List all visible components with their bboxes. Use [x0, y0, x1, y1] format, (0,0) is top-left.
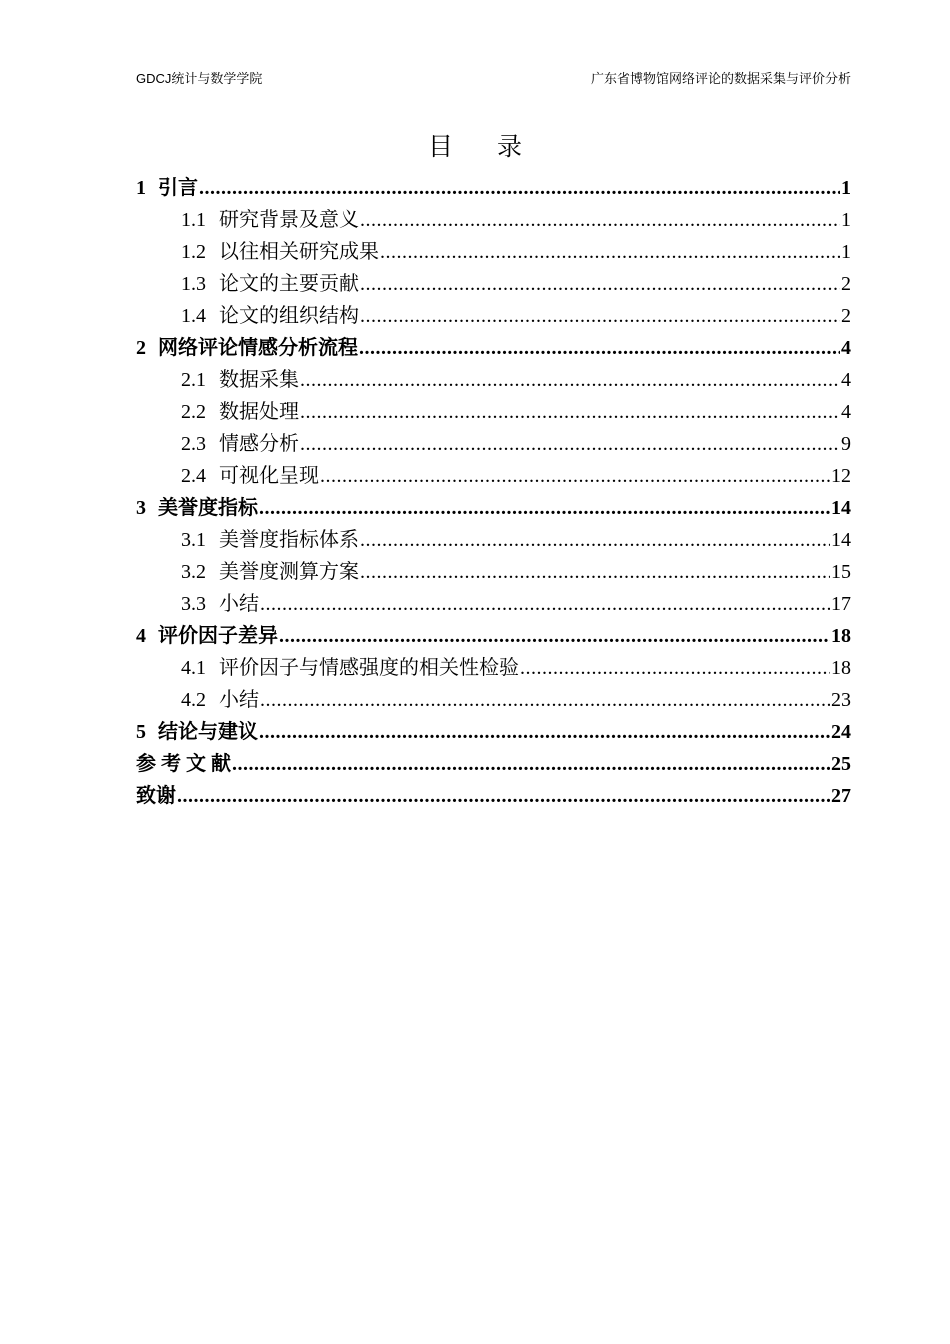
toc-entry-page-number: 14: [831, 529, 851, 551]
toc-leader-dots: [360, 204, 840, 236]
toc-leader-dots: [279, 620, 830, 652]
toc-entry-number: 2: [136, 337, 146, 359]
toc-entry-number: 4.2: [181, 689, 206, 711]
toc-entry-page-number: 4: [841, 401, 851, 423]
toc-entry[interactable]: [136, 716, 851, 748]
toc-title: 目录: [427, 132, 566, 161]
toc-leader-dots: [177, 780, 830, 812]
toc-entry[interactable]: [136, 300, 851, 332]
toc-entry-label: 评价因子与情感强度的相关性检验: [219, 657, 519, 679]
toc-leader-dots: [300, 428, 840, 460]
toc-entry[interactable]: [136, 268, 851, 300]
toc-entry[interactable]: [136, 556, 851, 588]
toc-entry[interactable]: [136, 780, 851, 812]
toc-entry[interactable]: [136, 684, 851, 716]
toc-leader-dots: [260, 588, 830, 620]
toc-entry-page-number: 1: [841, 209, 851, 231]
toc-entry-label: 网络评论情感分析流程: [158, 337, 358, 359]
header-right: 广东省博物馆网络评论的数据采集与评价分析: [590, 71, 851, 86]
toc-entry-label: 数据处理: [219, 401, 299, 423]
toc-entry-number: 2.1: [181, 369, 206, 391]
toc-leader-dots: [360, 556, 830, 588]
toc-entry-number: 1: [136, 177, 146, 199]
toc-entry-number: 2.2: [181, 401, 206, 423]
toc-entry-number: 3.3: [181, 593, 206, 615]
toc-leader-dots: [260, 684, 830, 716]
toc-leader-dots: [360, 524, 830, 556]
toc-entry-page-number: 15: [831, 561, 851, 583]
toc-leader-dots: [259, 492, 830, 524]
toc-entry-number: 5: [136, 721, 146, 743]
toc-entry-label: 以往相关研究成果: [219, 241, 379, 263]
toc-entry-number: 1.3: [181, 273, 206, 295]
toc-leader-dots: [359, 332, 840, 364]
toc-entry-page-number: 23: [831, 689, 851, 711]
toc-entry-label: 研究背景及意义: [219, 209, 359, 231]
toc-entry-number: 2.4: [181, 465, 206, 487]
toc-entry[interactable]: [136, 364, 851, 396]
toc-entry[interactable]: [136, 396, 851, 428]
toc-entry-number: 2.3: [181, 433, 206, 455]
toc-entry-number: 1.2: [181, 241, 206, 263]
toc-entry-label: 美誉度测算方案: [219, 561, 359, 583]
table-of-contents: [136, 172, 851, 812]
toc-entry-page-number: 25: [831, 753, 851, 775]
toc-entry-number: 4: [136, 625, 146, 647]
header-left: GDCJ统计与数学学院: [136, 71, 263, 86]
toc-leader-dots: [259, 716, 830, 748]
toc-entry[interactable]: [136, 428, 851, 460]
toc-entry-page-number: 18: [831, 657, 851, 679]
toc-entry-label: 论文的主要贡献: [219, 273, 359, 295]
toc-entry-label: 论文的组织结构: [219, 305, 359, 327]
toc-entry[interactable]: [136, 524, 851, 556]
toc-leader-dots: [232, 748, 830, 780]
page-header: [136, 70, 851, 88]
toc-entry-page-number: 9: [841, 433, 851, 455]
toc-entry-label: 数据采集: [219, 369, 299, 391]
toc-entry-label: 小结: [219, 689, 259, 711]
toc-entry-number: 3: [136, 497, 146, 519]
toc-entry-number: 1.1: [181, 209, 206, 231]
toc-entry-page-number: 4: [841, 369, 851, 391]
toc-entry-page-number: 14: [831, 497, 851, 519]
toc-entry-label: 美誉度指标: [158, 497, 258, 519]
toc-entry[interactable]: [136, 652, 851, 684]
toc-entry[interactable]: [136, 332, 851, 364]
toc-entry[interactable]: [136, 492, 851, 524]
toc-entry-page-number: 27: [831, 785, 851, 807]
toc-entry-number: 4.1: [181, 657, 206, 679]
toc-entry-page-number: 1: [841, 241, 851, 263]
toc-leader-dots: [360, 268, 840, 300]
toc-entry[interactable]: [136, 460, 851, 492]
toc-entry-number: 3.2: [181, 561, 206, 583]
toc-leader-dots: [360, 300, 840, 332]
toc-entry[interactable]: [136, 172, 851, 204]
toc-leader-dots: [300, 396, 840, 428]
toc-entry-label: 可视化呈现: [219, 465, 319, 487]
toc-entry[interactable]: [136, 204, 851, 236]
toc-entry[interactable]: [136, 620, 851, 652]
toc-entry-page-number: 2: [841, 305, 851, 327]
toc-entry-label: 引言: [158, 177, 198, 199]
toc-entry-number: 1.4: [181, 305, 206, 327]
toc-entry-page-number: 18: [831, 625, 851, 647]
toc-entry-page-number: 24: [831, 721, 851, 743]
toc-entry-page-number: 1: [841, 177, 851, 199]
toc-entry-label: 情感分析: [219, 433, 299, 455]
toc-entry-label: 结论与建议: [158, 721, 258, 743]
toc-entry-label: 小结: [219, 593, 259, 615]
toc-entry-number: 3.1: [181, 529, 206, 551]
toc-entry-page-number: 4: [841, 337, 851, 359]
toc-leader-dots: [520, 652, 830, 684]
toc-leader-dots: [199, 172, 840, 204]
toc-entry-label: 致谢: [136, 785, 176, 807]
toc-leader-dots: [300, 364, 840, 396]
toc-entry[interactable]: [136, 588, 851, 620]
toc-entry[interactable]: [136, 236, 851, 268]
toc-entry[interactable]: [136, 748, 851, 780]
toc-entry-page-number: 17: [831, 593, 851, 615]
toc-entry-page-number: 12: [831, 465, 851, 487]
toc-entry-page-number: 2: [841, 273, 851, 295]
toc-entry-label: 美誉度指标体系: [219, 529, 359, 551]
toc-leader-dots: [320, 460, 830, 492]
toc-entry-label: 评价因子差异: [158, 625, 278, 647]
toc-leader-dots: [380, 236, 840, 268]
toc-entry-label: 参 考 文 献: [136, 753, 231, 775]
